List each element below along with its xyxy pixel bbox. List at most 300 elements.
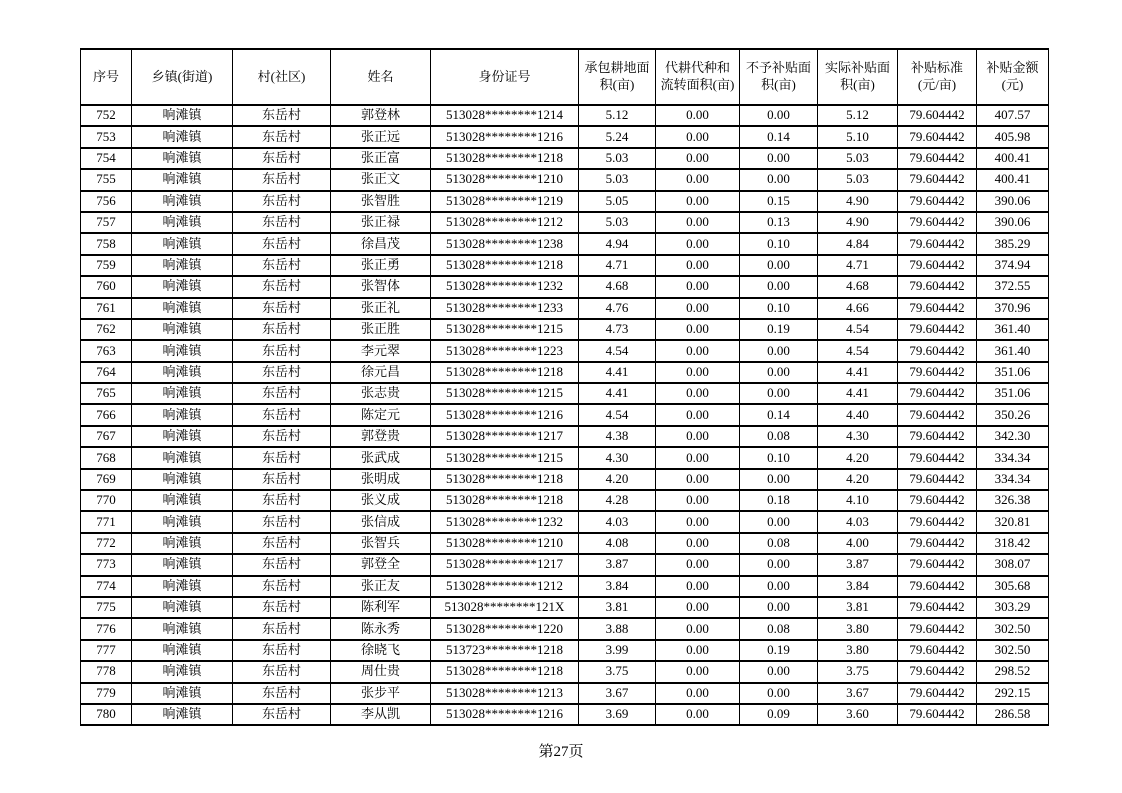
- table-cell: 79.604442: [898, 511, 977, 532]
- table-cell: 513028********1213: [431, 683, 579, 704]
- table-cell: 303.29: [977, 597, 1049, 618]
- table-cell: 755: [81, 169, 132, 190]
- table-cell: 513028********1210: [431, 169, 579, 190]
- table-cell: 775: [81, 597, 132, 618]
- header-row: [81, 49, 1049, 105]
- table-cell: 292.15: [977, 683, 1049, 704]
- table-cell: 5.03: [579, 212, 656, 233]
- table-cell: 766: [81, 404, 132, 425]
- table-cell: 4.71: [818, 255, 898, 276]
- table-cell: 4.41: [579, 383, 656, 404]
- table-cell: 张正禄: [331, 212, 431, 233]
- table-cell: 0.00: [656, 683, 740, 704]
- table-cell: 0.14: [740, 126, 818, 147]
- table-cell: 0.00: [656, 255, 740, 276]
- table-cell: 4.68: [579, 276, 656, 297]
- table-cell: 响滩镇: [132, 340, 233, 361]
- table-cell: 770: [81, 490, 132, 511]
- table-row: [81, 661, 1049, 682]
- table-cell: 东岳村: [233, 661, 331, 682]
- table-cell: 385.29: [977, 233, 1049, 254]
- table-cell: 李元翠: [331, 340, 431, 361]
- table-cell: 0.00: [656, 383, 740, 404]
- table-cell: 79.604442: [898, 212, 977, 233]
- table-cell: 407.57: [977, 105, 1049, 126]
- table-row: [81, 404, 1049, 425]
- table-cell: 0.00: [656, 212, 740, 233]
- table-cell: 400.41: [977, 148, 1049, 169]
- table-row: [81, 169, 1049, 190]
- table-cell: 响滩镇: [132, 490, 233, 511]
- table-cell: 0.14: [740, 404, 818, 425]
- table-row: [81, 426, 1049, 447]
- table-cell: 郭登林: [331, 105, 431, 126]
- table-cell: 774: [81, 576, 132, 597]
- table-cell: 张正远: [331, 126, 431, 147]
- table-row: [81, 597, 1049, 618]
- table-cell: 5.03: [818, 148, 898, 169]
- table-cell: 4.76: [579, 298, 656, 319]
- table-cell: 326.38: [977, 490, 1049, 511]
- table-cell: 响滩镇: [132, 661, 233, 682]
- table-cell: 响滩镇: [132, 683, 233, 704]
- table-cell: 753: [81, 126, 132, 147]
- table-cell: 372.55: [977, 276, 1049, 297]
- table-cell: 响滩镇: [132, 426, 233, 447]
- table-cell: 772: [81, 533, 132, 554]
- table-cell: 0.00: [656, 426, 740, 447]
- table-cell: 361.40: [977, 319, 1049, 340]
- table-cell: 张步平: [331, 683, 431, 704]
- table-cell: 4.41: [579, 362, 656, 383]
- table-cell: 513028********1218: [431, 255, 579, 276]
- table-cell: 79.604442: [898, 191, 977, 212]
- table-cell: 769: [81, 469, 132, 490]
- table-cell: 0.10: [740, 447, 818, 468]
- table-cell: 0.00: [656, 704, 740, 725]
- table-cell: 张智体: [331, 276, 431, 297]
- table-cell: 4.30: [579, 447, 656, 468]
- table-cell: 79.604442: [898, 490, 977, 511]
- table-cell: 374.94: [977, 255, 1049, 276]
- table-cell: 响滩镇: [132, 511, 233, 532]
- table-row: [81, 362, 1049, 383]
- table-cell: 响滩镇: [132, 362, 233, 383]
- table-row: [81, 319, 1049, 340]
- table-cell: 513028********1233: [431, 298, 579, 319]
- table-cell: 5.03: [579, 169, 656, 190]
- table-cell: 777: [81, 640, 132, 661]
- table-cell: 762: [81, 319, 132, 340]
- table-cell: 陈永秀: [331, 618, 431, 639]
- table-cell: 513028********1218: [431, 148, 579, 169]
- table-cell: 5.03: [579, 148, 656, 169]
- table-cell: 0.00: [656, 276, 740, 297]
- table-cell: 0.00: [740, 469, 818, 490]
- table-cell: 79.604442: [898, 233, 977, 254]
- table-cell: 767: [81, 426, 132, 447]
- table-cell: 513028********1238: [431, 233, 579, 254]
- table-cell: 东岳村: [233, 683, 331, 704]
- table-cell: 4.28: [579, 490, 656, 511]
- table-cell: 0.00: [656, 233, 740, 254]
- table-cell: 响滩镇: [132, 469, 233, 490]
- table-cell: 0.00: [740, 597, 818, 618]
- column-header: 承包耕地面积(亩): [579, 49, 656, 105]
- table-row: [81, 576, 1049, 597]
- table-cell: 东岳村: [233, 704, 331, 725]
- table-cell: 0.09: [740, 704, 818, 725]
- table-cell: 张武成: [331, 447, 431, 468]
- table-cell: 320.81: [977, 511, 1049, 532]
- table-cell: 350.26: [977, 404, 1049, 425]
- table-cell: 东岳村: [233, 233, 331, 254]
- table-cell: 东岳村: [233, 490, 331, 511]
- table-cell: 东岳村: [233, 148, 331, 169]
- table-row: [81, 704, 1049, 725]
- table-cell: 405.98: [977, 126, 1049, 147]
- table-cell: 513028********121X: [431, 597, 579, 618]
- table-cell: 79.604442: [898, 298, 977, 319]
- table-cell: 513028********1215: [431, 383, 579, 404]
- table-row: [81, 340, 1049, 361]
- table-cell: 302.50: [977, 618, 1049, 639]
- table-cell: 4.71: [579, 255, 656, 276]
- table-cell: 3.60: [818, 704, 898, 725]
- subsidy-table: [80, 48, 1049, 726]
- table-cell: 张正友: [331, 576, 431, 597]
- table-cell: 3.87: [818, 554, 898, 575]
- table-cell: 370.96: [977, 298, 1049, 319]
- table-cell: 752: [81, 105, 132, 126]
- table-cell: 79.604442: [898, 554, 977, 575]
- table-cell: 4.00: [818, 533, 898, 554]
- table-cell: 张信成: [331, 511, 431, 532]
- table-cell: 响滩镇: [132, 597, 233, 618]
- table-cell: 徐昌茂: [331, 233, 431, 254]
- table-cell: 陈定元: [331, 404, 431, 425]
- table-cell: 陈利军: [331, 597, 431, 618]
- table-cell: 3.88: [579, 618, 656, 639]
- table-cell: 513028********1216: [431, 126, 579, 147]
- table-cell: 0.00: [656, 618, 740, 639]
- table-cell: 东岳村: [233, 533, 331, 554]
- table-cell: 79.604442: [898, 276, 977, 297]
- table-cell: 0.18: [740, 490, 818, 511]
- table-cell: 778: [81, 661, 132, 682]
- table-row: [81, 191, 1049, 212]
- table-cell: 759: [81, 255, 132, 276]
- table-cell: 4.54: [579, 340, 656, 361]
- table-row: [81, 490, 1049, 511]
- table-cell: 响滩镇: [132, 148, 233, 169]
- table-cell: 张明成: [331, 469, 431, 490]
- table-cell: 东岳村: [233, 618, 331, 639]
- table-cell: 东岳村: [233, 469, 331, 490]
- table-cell: 400.41: [977, 169, 1049, 190]
- table-cell: 3.87: [579, 554, 656, 575]
- table-cell: 0.00: [656, 469, 740, 490]
- table-row: [81, 554, 1049, 575]
- table-cell: 0.00: [656, 340, 740, 361]
- table-cell: 响滩镇: [132, 191, 233, 212]
- table-cell: 3.75: [579, 661, 656, 682]
- table-cell: 0.00: [656, 298, 740, 319]
- table-cell: 东岳村: [233, 576, 331, 597]
- table-cell: 4.03: [818, 511, 898, 532]
- table-cell: 757: [81, 212, 132, 233]
- page-number: 第27页: [538, 744, 584, 760]
- table-cell: 张正文: [331, 169, 431, 190]
- table-cell: 东岳村: [233, 362, 331, 383]
- table-cell: 响滩镇: [132, 276, 233, 297]
- table-cell: 4.66: [818, 298, 898, 319]
- table-cell: 0.00: [656, 169, 740, 190]
- table-row: [81, 126, 1049, 147]
- table-cell: 3.81: [579, 597, 656, 618]
- table-cell: 东岳村: [233, 554, 331, 575]
- table-row: [81, 148, 1049, 169]
- column-header: 代耕代种和流转面积(亩): [656, 49, 740, 105]
- table-cell: 513028********1214: [431, 105, 579, 126]
- table-cell: 513028********1218: [431, 661, 579, 682]
- table-cell: 东岳村: [233, 191, 331, 212]
- table-cell: 3.67: [818, 683, 898, 704]
- table-cell: 3.69: [579, 704, 656, 725]
- table-cell: 响滩镇: [132, 169, 233, 190]
- table-row: [81, 276, 1049, 297]
- table-cell: 响滩镇: [132, 255, 233, 276]
- table-cell: 5.03: [818, 169, 898, 190]
- table-cell: 响滩镇: [132, 404, 233, 425]
- table-cell: 4.94: [579, 233, 656, 254]
- table-cell: 东岳村: [233, 597, 331, 618]
- table-cell: 3.81: [818, 597, 898, 618]
- table-cell: 0.00: [656, 640, 740, 661]
- table-cell: 东岳村: [233, 340, 331, 361]
- table-cell: 79.604442: [898, 618, 977, 639]
- table-cell: 334.34: [977, 447, 1049, 468]
- table-row: [81, 383, 1049, 404]
- table-cell: 513028********1223: [431, 340, 579, 361]
- table-cell: 张正勇: [331, 255, 431, 276]
- table-cell: 0.00: [656, 597, 740, 618]
- table-cell: 758: [81, 233, 132, 254]
- table-cell: 768: [81, 447, 132, 468]
- table-cell: 513028********1232: [431, 511, 579, 532]
- table-cell: 4.73: [579, 319, 656, 340]
- table-cell: 79.604442: [898, 533, 977, 554]
- table-cell: 302.50: [977, 640, 1049, 661]
- table-cell: 0.00: [740, 576, 818, 597]
- table-cell: 513028********1210: [431, 533, 579, 554]
- table-cell: 779: [81, 683, 132, 704]
- table-cell: 513028********1218: [431, 490, 579, 511]
- table-cell: 东岳村: [233, 426, 331, 447]
- table-cell: 5.10: [818, 126, 898, 147]
- table-cell: 4.90: [818, 191, 898, 212]
- table-cell: 4.20: [818, 447, 898, 468]
- table-cell: 0.00: [740, 276, 818, 297]
- table-cell: 0.00: [656, 490, 740, 511]
- table-cell: 5.24: [579, 126, 656, 147]
- table-cell: 513028********1212: [431, 212, 579, 233]
- table-cell: 0.00: [740, 661, 818, 682]
- table-cell: 79.604442: [898, 404, 977, 425]
- column-header: 身份证号: [431, 49, 579, 105]
- table-cell: 4.90: [818, 212, 898, 233]
- table-cell: 4.08: [579, 533, 656, 554]
- table-cell: 79.604442: [898, 340, 977, 361]
- table-cell: 0.10: [740, 233, 818, 254]
- table-cell: 0.00: [656, 126, 740, 147]
- table-row: [81, 212, 1049, 233]
- table-cell: 0.00: [656, 148, 740, 169]
- table-cell: 513028********1218: [431, 469, 579, 490]
- table-cell: 东岳村: [233, 298, 331, 319]
- table-cell: 东岳村: [233, 212, 331, 233]
- table-cell: 513028********1216: [431, 704, 579, 725]
- table-cell: 0.00: [740, 148, 818, 169]
- table-cell: 79.604442: [898, 447, 977, 468]
- table-cell: 响滩镇: [132, 298, 233, 319]
- table-cell: 763: [81, 340, 132, 361]
- table-cell: 3.75: [818, 661, 898, 682]
- table-cell: 351.06: [977, 362, 1049, 383]
- table-cell: 4.54: [579, 404, 656, 425]
- table-cell: 79.604442: [898, 704, 977, 725]
- table-row: [81, 105, 1049, 126]
- table-cell: 响滩镇: [132, 383, 233, 404]
- table-cell: 4.68: [818, 276, 898, 297]
- table-cell: 0.00: [740, 255, 818, 276]
- table-row: [81, 447, 1049, 468]
- column-header: 补贴标准(元/亩): [898, 49, 977, 105]
- table-cell: 760: [81, 276, 132, 297]
- table-cell: 513028********1218: [431, 362, 579, 383]
- table-cell: 4.10: [818, 490, 898, 511]
- table-cell: 郭登贵: [331, 426, 431, 447]
- table-cell: 79.604442: [898, 169, 977, 190]
- table-cell: 响滩镇: [132, 233, 233, 254]
- table-cell: 3.84: [818, 576, 898, 597]
- table-cell: 0.00: [656, 105, 740, 126]
- table-cell: 390.06: [977, 212, 1049, 233]
- table-cell: 308.07: [977, 554, 1049, 575]
- column-header: 村(社区): [233, 49, 331, 105]
- table-cell: 东岳村: [233, 319, 331, 340]
- table-cell: 298.52: [977, 661, 1049, 682]
- table-cell: 张正礼: [331, 298, 431, 319]
- table-cell: 0.10: [740, 298, 818, 319]
- table-cell: 4.03: [579, 511, 656, 532]
- table-cell: 4.54: [818, 319, 898, 340]
- table-cell: 0.00: [656, 319, 740, 340]
- table-cell: 342.30: [977, 426, 1049, 447]
- table-cell: 351.06: [977, 383, 1049, 404]
- table-cell: 765: [81, 383, 132, 404]
- table-cell: 513028********1215: [431, 447, 579, 468]
- table-cell: 79.604442: [898, 640, 977, 661]
- table-cell: 响滩镇: [132, 576, 233, 597]
- table-cell: 0.00: [656, 191, 740, 212]
- table-cell: 0.19: [740, 640, 818, 661]
- table-cell: 513723********1218: [431, 640, 579, 661]
- table-cell: 756: [81, 191, 132, 212]
- table-cell: 徐元昌: [331, 362, 431, 383]
- table-cell: 764: [81, 362, 132, 383]
- table-cell: 0.00: [740, 362, 818, 383]
- table-cell: 0.00: [656, 661, 740, 682]
- table-cell: 东岳村: [233, 447, 331, 468]
- table-cell: 79.604442: [898, 469, 977, 490]
- table-cell: 318.42: [977, 533, 1049, 554]
- table-cell: 5.12: [579, 105, 656, 126]
- table-cell: 张义成: [331, 490, 431, 511]
- table-cell: 286.58: [977, 704, 1049, 725]
- table-cell: 周仕贵: [331, 661, 431, 682]
- table-cell: 3.80: [818, 640, 898, 661]
- table-cell: 0.00: [740, 105, 818, 126]
- table-cell: 响滩镇: [132, 704, 233, 725]
- table-cell: 79.604442: [898, 362, 977, 383]
- table-row: [81, 511, 1049, 532]
- table-cell: 响滩镇: [132, 105, 233, 126]
- table-cell: 513028********1217: [431, 426, 579, 447]
- table-cell: 79.604442: [898, 597, 977, 618]
- table-cell: 513028********1220: [431, 618, 579, 639]
- table-cell: 张智兵: [331, 533, 431, 554]
- table-cell: 响滩镇: [132, 640, 233, 661]
- table-cell: 0.08: [740, 618, 818, 639]
- table-cell: 79.604442: [898, 148, 977, 169]
- table-cell: 79.604442: [898, 255, 977, 276]
- table-cell: 513028********1219: [431, 191, 579, 212]
- table-cell: 0.08: [740, 426, 818, 447]
- table-cell: 0.00: [740, 554, 818, 575]
- table-cell: 776: [81, 618, 132, 639]
- table-row: [81, 233, 1049, 254]
- table-body: [81, 105, 1049, 725]
- table-row: [81, 533, 1049, 554]
- table-row: [81, 640, 1049, 661]
- table-row: [81, 618, 1049, 639]
- table-cell: 0.00: [740, 340, 818, 361]
- table-header: [81, 49, 1049, 105]
- table-cell: 0.00: [656, 533, 740, 554]
- table-row: [81, 255, 1049, 276]
- table-cell: 东岳村: [233, 511, 331, 532]
- table-cell: 79.604442: [898, 661, 977, 682]
- table-cell: 513028********1212: [431, 576, 579, 597]
- table-cell: 4.41: [818, 362, 898, 383]
- table-cell: 4.30: [818, 426, 898, 447]
- column-header: 序号: [81, 49, 132, 105]
- table-cell: 东岳村: [233, 404, 331, 425]
- table-cell: 361.40: [977, 340, 1049, 361]
- table-cell: 张正富: [331, 148, 431, 169]
- table-cell: 390.06: [977, 191, 1049, 212]
- column-header: 不予补贴面积(亩): [740, 49, 818, 105]
- table-cell: 0.00: [656, 554, 740, 575]
- table-cell: 79.604442: [898, 126, 977, 147]
- table-cell: 4.20: [818, 469, 898, 490]
- table-cell: 东岳村: [233, 169, 331, 190]
- table-cell: 780: [81, 704, 132, 725]
- table-cell: 徐晓飞: [331, 640, 431, 661]
- table-cell: 张志贵: [331, 383, 431, 404]
- table-cell: 张正胜: [331, 319, 431, 340]
